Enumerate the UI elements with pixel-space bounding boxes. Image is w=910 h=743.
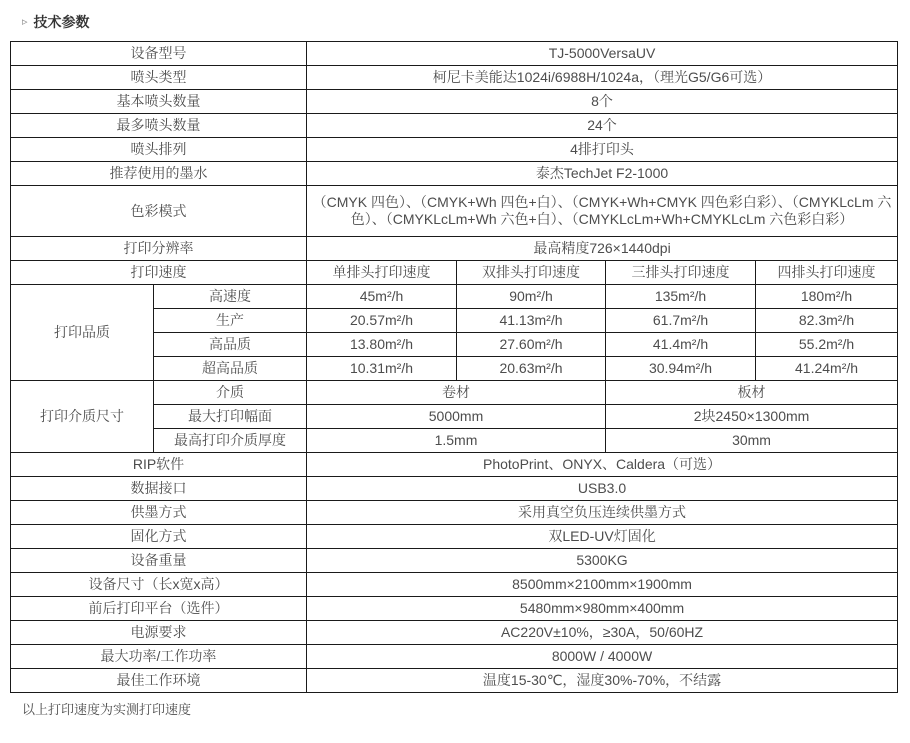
table-row-base-printhead-count [11,90,898,114]
page-title: 技术参数 [33,14,90,30]
table-row-max-power [11,645,898,669]
row-value: 双LED-UV灯固化 [307,525,898,549]
cell-value-board: 2块2450×1300mm [606,405,898,429]
cell-value: 20.63m²/h [457,357,606,381]
cell-value: 61.7m²/h [606,309,756,333]
row-value: 柯尼卡美能达1024i/6988H/1024a，（理光G5/G6可选） [307,66,898,90]
table-row-device-weight [11,549,898,573]
cell-value-board: 30mm [606,429,898,453]
row-label: 高品质 [154,333,307,357]
row-value: 8500mm×2100mm×1900mm [307,573,898,597]
row-label: 喷头类型 [11,66,307,90]
row-label: 设备型号 [11,42,307,66]
row-value: 8个 [307,90,898,114]
row-label: 最高打印介质厚度 [154,429,307,453]
row-label: 打印速度 [11,261,307,285]
cell-value: 20.57m²/h [307,309,457,333]
cell-value-roll: 1.5mm [307,429,606,453]
table-row-rip-software [11,453,898,477]
cell-value: 45m²/h [307,285,457,309]
footnote: 以上打印速度为实测打印速度 [22,702,192,717]
cell-value: 180m²/h [756,285,898,309]
table-row-print-resolution [11,237,898,261]
cell-value-roll: 5000mm [307,405,606,429]
row-label: 电源要求 [11,621,307,645]
table-row-platform-option [11,597,898,621]
table-row-device-model [11,42,898,66]
row-label: 色彩模式 [11,186,307,237]
cell-value: 135m²/h [606,285,756,309]
row-label: 最大打印幅面 [154,405,307,429]
row-value: TJ-5000VersaUV [307,42,898,66]
row-label: RIP软件 [11,453,307,477]
row-value: （CMYK 四色）、（CMYK+Wh 四色+白）、（CMYK+Wh+CMYK 四色彩白彩）、（CMYKLcLm 六色）、（CMYKLcLm+Wh 六色+白）、（CMYKLcLm+Wh+CMYKLcLm 六色彩白彩） [307,186,898,237]
row-label: 供墨方式 [11,501,307,525]
row-label: 最大功率/工作功率 [11,645,307,669]
row-value: 5300KG [307,549,898,573]
speed-col-header-single: 单排头打印速度 [307,261,457,285]
table-row-media-type [11,381,898,405]
row-value: 5480mm×980mm×400mm [307,597,898,621]
row-value: 温度15-30℃，湿度30%-70%，不结露 [307,669,898,693]
row-label: 最多喷头数量 [11,114,307,138]
triangle-bullet-icon: ▹ [22,15,28,28]
table-row-print-speed-header [11,261,898,285]
row-value: 24个 [307,114,898,138]
cell-value: 41.24m²/h [756,357,898,381]
row-value: 4排打印头 [307,138,898,162]
row-label: 介质 [154,381,307,405]
table-row-ink-supply [11,501,898,525]
table-row-curing-method [11,525,898,549]
cell-value-roll: 卷材 [307,381,606,405]
section-label-print-quality: 打印品质 [11,285,154,381]
row-value: AC220V±10%，≥30A，50/60HZ [307,621,898,645]
cell-value: 82.3m²/h [756,309,898,333]
section-label-media-size: 打印介质尺寸 [11,381,154,453]
row-value: PhotoPrint、ONYX、Caldera（可选） [307,453,898,477]
table-row-color-mode [11,186,898,237]
section-header [22,12,900,32]
cell-value: 13.80m²/h [307,333,457,357]
table-row-device-dimensions [11,573,898,597]
row-value: USB3.0 [307,477,898,501]
row-label: 设备重量 [11,549,307,573]
row-value: 采用真空负压连续供墨方式 [307,501,898,525]
row-label: 设备尺寸（长x宽x高） [11,573,307,597]
table-row-recommended-ink [11,162,898,186]
table-row-data-interface [11,477,898,501]
spec-table [10,41,898,693]
table-row-max-printhead-count [11,114,898,138]
table-row-quality-high-speed [11,285,898,309]
cell-value: 41.13m²/h [457,309,606,333]
speed-col-header-double: 双排头打印速度 [457,261,606,285]
cell-value: 30.94m²/h [606,357,756,381]
cell-value-board: 板材 [606,381,898,405]
row-label: 生产 [154,309,307,333]
row-label: 数据接口 [11,477,307,501]
speed-col-header-quad: 四排头打印速度 [756,261,898,285]
row-value: 8000W / 4000W [307,645,898,669]
cell-value: 27.60m²/h [457,333,606,357]
row-label: 基本喷头数量 [11,90,307,114]
table-row-printhead-type [11,66,898,90]
row-label: 最佳工作环境 [11,669,307,693]
row-value: 泰杰TechJet F2-1000 [307,162,898,186]
row-value: 最高精度726×1440dpi [307,237,898,261]
table-row-printhead-arrangement [11,138,898,162]
row-label: 超高品质 [154,357,307,381]
cell-value: 41.4m²/h [606,333,756,357]
cell-value: 55.2m²/h [756,333,898,357]
speed-col-header-triple: 三排头打印速度 [606,261,756,285]
table-row-work-environment [11,669,898,693]
cell-value: 90m²/h [457,285,606,309]
row-label: 推荐使用的墨水 [11,162,307,186]
table-row-power-requirements [11,621,898,645]
row-label: 高速度 [154,285,307,309]
row-label: 打印分辨率 [11,237,307,261]
row-label: 前后打印平台（选件） [11,597,307,621]
row-label: 喷头排列 [11,138,307,162]
row-label: 固化方式 [11,525,307,549]
cell-value: 10.31m²/h [307,357,457,381]
